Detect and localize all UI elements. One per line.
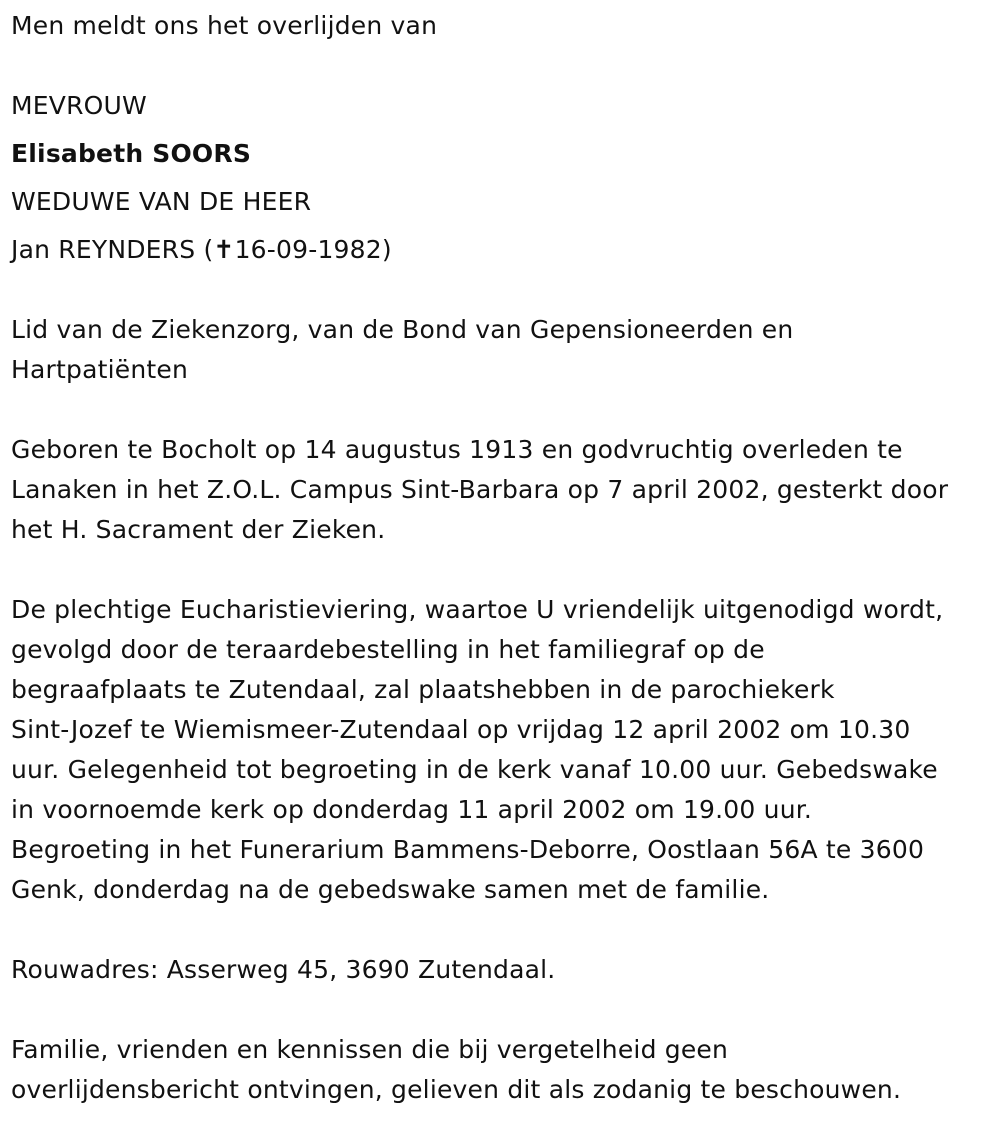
paragraph-line: overlijdensbericht ontvingen, gelieven dit als zodanig te beschouwen.: [11, 1075, 902, 1104]
paragraph-line: Geboren te Bocholt op 14 augustus 1913 en godvruchtig overleden te: [11, 435, 903, 464]
spouse-line: [11, 230, 392, 270]
paragraph-line: Familie, vrienden en kennissen die bij vergetelheid geen: [11, 1035, 729, 1064]
spouse-death-date: 16-09-1982: [234, 235, 382, 264]
paragraph-line: het H. Sacrament der Zieken.: [11, 515, 386, 544]
spouse-name: Jan REYNDERS: [11, 235, 196, 264]
paragraph-line: Lid van de Ziekenzorg, van de Bond van Gepensioneerden en: [11, 315, 794, 344]
intro-text: Men meldt ons het overlijden van: [11, 11, 438, 40]
deceased-name: Elisabeth SOORS: [11, 139, 252, 168]
paragraph-line: begraafplaats te Zutendaal, zal plaatshebben in de parochiekerk: [11, 675, 835, 704]
notice-paragraph: [11, 1030, 996, 1110]
open-paren: (: [195, 235, 214, 264]
paragraph-line: gevolgd door de teraardebestelling in het familiegraf op de: [11, 635, 765, 664]
paragraph-line: Sint-Jozef te Wiemismeer-Zutendaal op vrijdag 12 april 2002 om 10.30: [11, 715, 911, 744]
paragraph-line: De plechtige Eucharistieviering, waartoe U vriendelijk uitgenodigd wordt,: [11, 595, 944, 624]
relation-text: WEDUWE VAN DE HEER: [11, 187, 312, 216]
honorific: MEVROUW: [11, 91, 147, 120]
paragraph-line: uur. Gelegenheid tot begroeting in de kerk vanaf 10.00 uur. Gebedswake: [11, 755, 938, 784]
paragraph-line: Begroeting in het Funerarium Bammens-Deborre, Oostlaan 56A te 3600: [11, 835, 925, 864]
birth-death-paragraph: [11, 430, 996, 550]
cross-icon: ✝: [213, 235, 235, 264]
paragraph-line: Genk, donderdag na de gebedswake samen met de familie.: [11, 875, 770, 904]
mourning-address: Rouwadres: Asserweg 45, 3690 Zutendaal.: [11, 955, 556, 984]
ceremony-paragraph: [11, 590, 996, 910]
paragraph-line: Lanaken in het Z.O.L. Campus Sint-Barbara op 7 april 2002, gesterkt door: [11, 475, 949, 504]
membership-paragraph: [11, 310, 996, 390]
close-paren: ): [381, 235, 392, 264]
paragraph-line: in voornoemde kerk op donderdag 11 april 2002 om 19.00 uur.: [11, 795, 813, 824]
paragraph-line: Hartpatiënten: [11, 355, 188, 384]
